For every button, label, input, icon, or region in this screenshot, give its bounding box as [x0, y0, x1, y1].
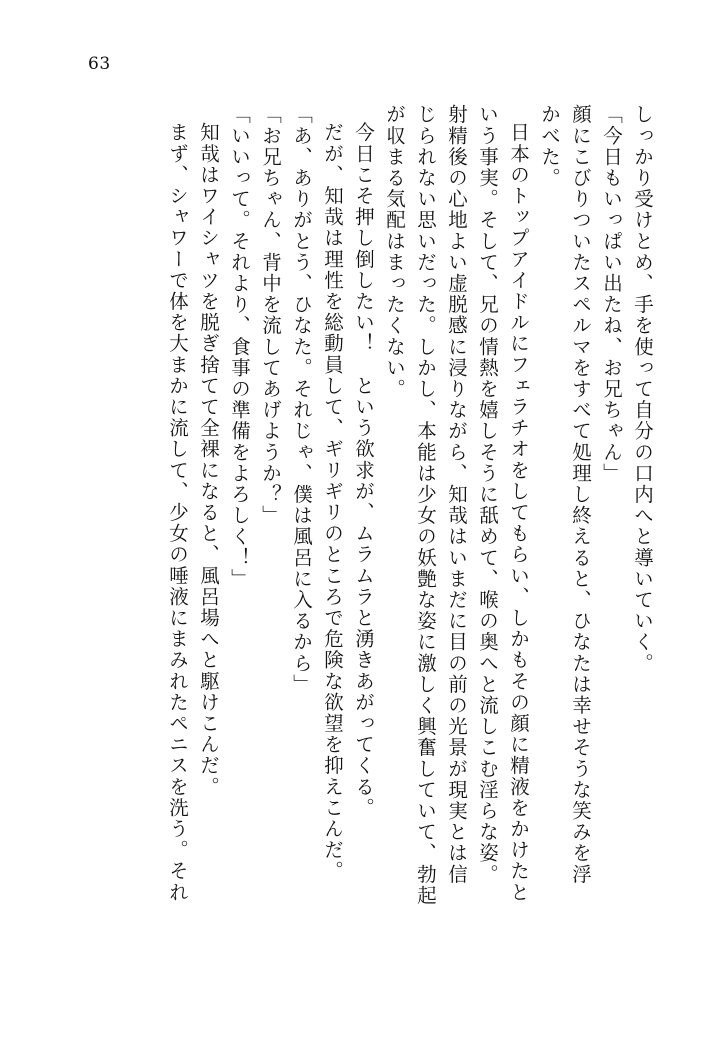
- text-line: かべた。: [538, 104, 561, 189]
- text-line: が収まる気配はまったくない。: [383, 104, 406, 400]
- text-line: 顔にこびりついたスペルマをすべて処理し終えると、ひなたは幸せそうな笑みを浮: [569, 104, 592, 885]
- text-line: 「いいって。それより、食事の準備をよろしく！」: [228, 104, 251, 590]
- page-number: 63: [88, 54, 111, 74]
- text-line: 「あ、ありがとう、ひなた。それじゃ、僕は風呂に入るから」: [290, 104, 313, 695]
- text-line: だが、知哉は理性を総動員して、ギリギリのところで危険な欲望を抑えこんだ。: [321, 122, 344, 882]
- text-line: いう事実。そして、兄の情熱を嬉しそうに舐めて、喉の奥へと流しこむ淫らな姿。: [476, 104, 499, 885]
- text-line: 射精後の心地よい虚脱感に浸りながら、知哉はいまだに目の前の光景が現実とは信: [445, 104, 468, 885]
- text-line: 「お兄ちゃん、背中を流してあげようか？」: [259, 104, 282, 526]
- text-line: まず、シャワーで体を大まかに流して、少女の唾液にまみれたペニスを洗う。それ: [166, 122, 189, 903]
- text-line: 知哉はワイシャツを脱ぎ捨てて全裸になると、風呂場へと駆けこんだ。: [197, 122, 220, 798]
- text-line: じられない思いだった。しかし、本能は少女の妖艶な姿に激しく興奮していて、勃起: [414, 104, 437, 906]
- text-line: 日本のトップアイドルにフェラチオをしてもらい、しかもその顔に精液をかけたと: [507, 122, 530, 903]
- vertical-text-block: [56, 104, 652, 964]
- text-line: しっかり受けとめ、手を使って自分の口内へと導いていく。: [631, 104, 654, 674]
- text-line: 今日こそ押し倒したい！ という欲求が、ムラムラと湧きあがってくる。: [352, 122, 375, 819]
- text-line: 「今日もいっぱい出たね、お兄ちゃん」: [600, 104, 623, 484]
